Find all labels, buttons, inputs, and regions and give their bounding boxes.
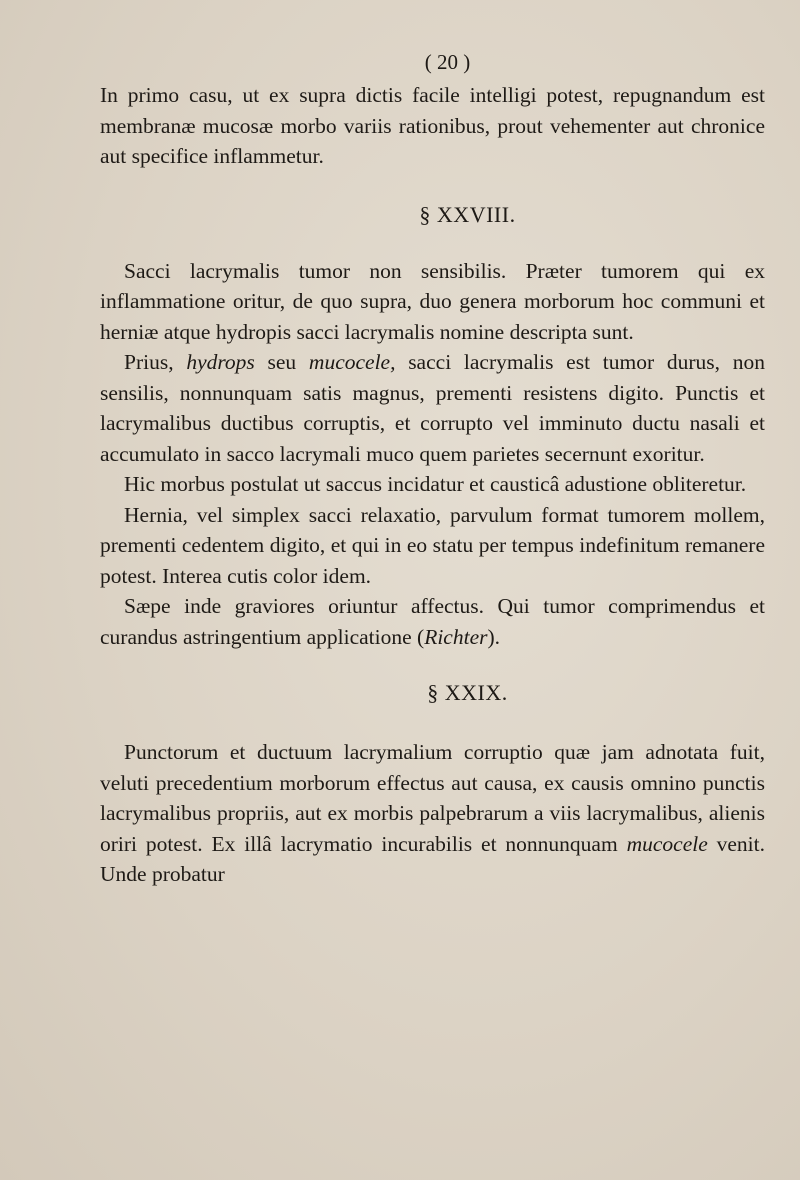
page-number: ( 20 ) xyxy=(424,50,471,74)
term-mucocele: mucocele, xyxy=(308,350,396,374)
text-run: ). xyxy=(487,624,501,649)
text-run: sacci lacrymalis est tumor durus, non sensilis, nonnunquam satis magnus, prementi resistens digito. Punctis et lacrymalibus ductibus corruptis, et corrupto vel imminuto ductu nasali et accumulato in sacco lacrymali muco quem parietes secernunt exoritur. xyxy=(100,350,765,466)
text-run: Prius, xyxy=(124,350,187,374)
paragraph-sacci: Sacci lacrymalis tumor non sensibilis. Præter tumorem qui ex inflammatione oritur, de quo supra, duo genera morborum hoc communi et herniæ atque hydropis sacci lacrymalis nomine descripta sunt. xyxy=(100,258,765,344)
section-heading-29: § XXIX. xyxy=(427,680,508,705)
book-page xyxy=(100,44,765,890)
section-heading-28: § XXVIII. xyxy=(419,201,516,227)
text-run: Punctorum et ductuum lacrymalium corruptio quæ jam adnotata fuit, veluti precedentium morborum effectus aut causa, ex causis omnino punctis lacrymalibus propriis, aut ex morbis palpebrarum a viis lacrymalibus, alienis oriri potest. Ex illâ lacrymatio incurabilis et nonnunquam xyxy=(100,740,765,856)
text-run: venit. Unde probatur xyxy=(100,831,765,886)
paragraph-hernia: Hernia, vel simplex sacci relaxatio, parvulum format tumorem mollem, prementi cedentem digito, et qui in eo statu per tempus indefinitum remanere potest. Interea cutis color idem. xyxy=(100,502,765,588)
paragraph-prius xyxy=(100,347,765,469)
text-run: Sæpe inde graviores oriuntur affectus. Qui tumor comprimendus et curandus astringentium applicatione ( xyxy=(100,594,765,649)
text-run: seu xyxy=(254,350,309,374)
paragraph-saepe xyxy=(100,591,765,652)
paragraph-hic: Hic morbus postulat ut saccus incidatur et causticâ adustione obliteretur. xyxy=(124,472,747,496)
term-hydrops: hydrops xyxy=(186,350,255,374)
paragraph-intro: In primo casu, ut ex supra dictis facile intelligi potest, repugnandum est membranæ mucosæ morbo variis rationibus, prout vehementer aut chronice aut specifice inflammetur. xyxy=(100,83,765,168)
author-richter: Richter xyxy=(424,624,488,649)
term-mucocele: mucocele xyxy=(626,831,708,856)
paragraph-punctorum xyxy=(100,737,765,890)
